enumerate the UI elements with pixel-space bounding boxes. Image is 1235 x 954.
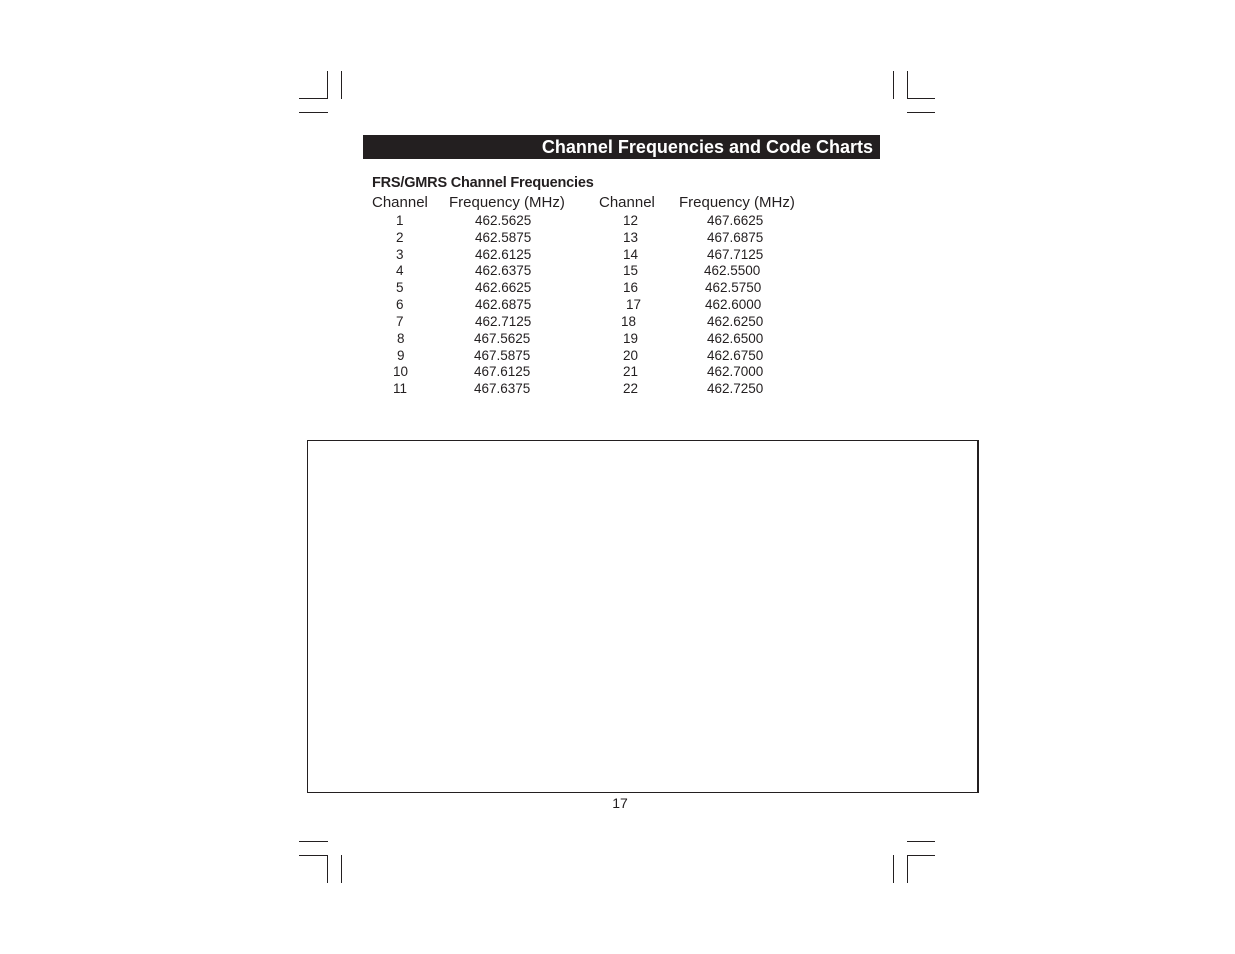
channel-number: 9 [397, 348, 405, 363]
channel-number: 22 [623, 381, 639, 396]
frequency-value: 462.6625 [475, 280, 532, 295]
column-header-channel: Channel [372, 194, 428, 211]
channel-number: 6 [396, 297, 404, 312]
frequency-value: 462.6000 [705, 297, 762, 312]
frequency-value: 462.5750 [705, 280, 762, 295]
crop-mark [341, 855, 342, 883]
crop-mark [907, 98, 935, 99]
frequency-value: 462.5625 [475, 213, 532, 228]
channel-number: 15 [623, 263, 639, 278]
column-header-channel: Channel [599, 194, 655, 211]
channel-number: 14 [623, 247, 639, 262]
column-header-frequency: Frequency (MHz) [449, 194, 565, 211]
crop-mark [907, 841, 935, 842]
frequency-value: 462.6250 [707, 314, 764, 329]
column-header-frequency: Frequency (MHz) [679, 194, 795, 211]
channel-number: 17 [626, 297, 642, 312]
channel-number: 3 [396, 247, 404, 262]
channel-number: 2 [396, 230, 404, 245]
crop-mark [907, 71, 908, 99]
frequency-value: 467.7125 [707, 247, 764, 262]
frequency-value: 462.7125 [475, 314, 532, 329]
crop-mark [907, 855, 908, 883]
page-header [363, 135, 880, 159]
frequency-value: 462.5500 [704, 263, 761, 278]
frequency-value: 462.7250 [707, 381, 764, 396]
channel-number: 20 [623, 348, 639, 363]
content-frame [307, 440, 979, 793]
channel-number: 13 [623, 230, 639, 245]
frequency-value: 462.6500 [707, 331, 764, 346]
channel-number: 7 [396, 314, 404, 329]
frequency-value: 462.6125 [475, 247, 532, 262]
frequency-value: 467.6875 [707, 230, 764, 245]
frequency-value: 467.6375 [474, 381, 531, 396]
page-title: Channel Frequencies and Code Charts [541, 137, 873, 157]
channel-number: 19 [623, 331, 639, 346]
channel-number: 21 [623, 364, 639, 379]
page-number: 17 [612, 795, 628, 811]
channel-number: 18 [621, 314, 637, 329]
crop-mark [299, 112, 328, 113]
crop-mark [327, 71, 328, 99]
frequency-value: 467.5875 [474, 348, 531, 363]
channel-number: 5 [396, 280, 404, 295]
channel-number: 1 [396, 213, 404, 228]
channel-number: 16 [623, 280, 639, 295]
crop-mark [299, 98, 328, 99]
frequency-value: 462.6750 [707, 348, 764, 363]
crop-mark [299, 841, 328, 842]
frequency-value: 467.5625 [474, 331, 531, 346]
crop-mark [299, 855, 328, 856]
channel-number: 12 [623, 213, 639, 228]
section-title: FRS/GMRS Channel Frequencies [372, 175, 594, 191]
channel-number: 10 [393, 364, 409, 379]
frequency-value: 462.7000 [707, 364, 764, 379]
crop-mark [907, 855, 935, 856]
crop-mark [907, 112, 935, 113]
crop-mark [327, 855, 328, 883]
crop-mark [893, 855, 894, 883]
frequency-value: 462.6875 [475, 297, 532, 312]
frequency-value: 462.6375 [475, 263, 532, 278]
frequency-value: 467.6125 [474, 364, 531, 379]
channel-number: 4 [396, 263, 404, 278]
frequency-value: 467.6625 [707, 213, 764, 228]
crop-mark [341, 71, 342, 99]
channel-number: 11 [393, 381, 408, 396]
crop-mark [893, 71, 894, 99]
frequency-value: 462.5875 [475, 230, 532, 245]
channel-number: 8 [397, 331, 405, 346]
